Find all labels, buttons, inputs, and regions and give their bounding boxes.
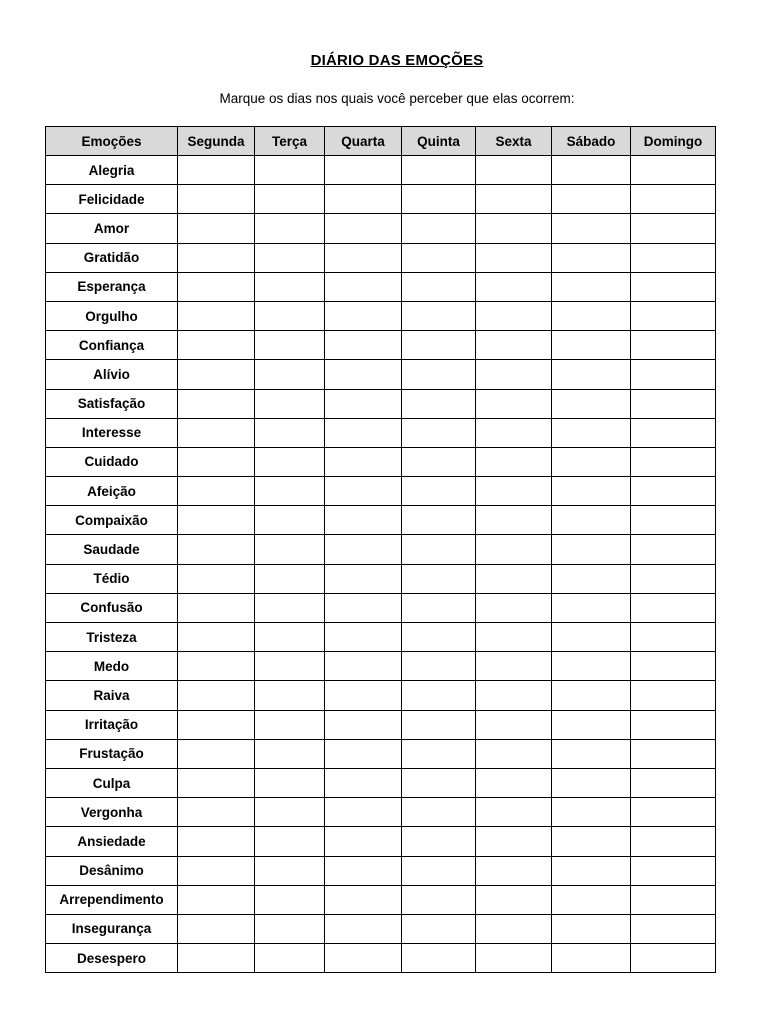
table-row [46, 214, 716, 243]
emotion-label: Ansiedade [46, 827, 178, 856]
day-cell-saturday[interactable] [552, 535, 631, 564]
table-row [46, 272, 716, 301]
day-cell-wednesday[interactable] [325, 885, 402, 914]
table-row [46, 798, 716, 827]
day-cell-wednesday[interactable] [325, 856, 402, 885]
day-cell-friday[interactable] [476, 914, 552, 943]
day-cell-thursday[interactable] [402, 389, 476, 418]
day-cell-wednesday[interactable] [325, 944, 402, 973]
day-cell-sunday[interactable] [631, 681, 716, 710]
table-row [46, 156, 716, 185]
day-cell-tuesday[interactable] [255, 914, 325, 943]
day-cell-saturday[interactable] [552, 710, 631, 739]
emotion-label: Felicidade [46, 185, 178, 214]
day-cell-monday[interactable] [178, 477, 255, 506]
table-row [46, 593, 716, 622]
day-cell-sunday[interactable] [631, 360, 716, 389]
day-cell-saturday[interactable] [552, 301, 631, 330]
day-cell-friday[interactable] [476, 710, 552, 739]
day-cell-wednesday[interactable] [325, 214, 402, 243]
day-cell-thursday[interactable] [402, 856, 476, 885]
day-cell-tuesday[interactable] [255, 272, 325, 301]
day-cell-wednesday[interactable] [325, 156, 402, 185]
table-body [46, 156, 716, 973]
day-cell-wednesday[interactable] [325, 418, 402, 447]
day-cell-wednesday[interactable] [325, 535, 402, 564]
day-cell-friday[interactable] [476, 447, 552, 476]
day-cell-sunday[interactable] [631, 623, 716, 652]
table-row [46, 301, 716, 330]
header-thursday: Quinta [402, 127, 476, 156]
day-cell-tuesday[interactable] [255, 827, 325, 856]
day-cell-tuesday[interactable] [255, 418, 325, 447]
day-cell-wednesday[interactable] [325, 360, 402, 389]
day-cell-monday[interactable] [178, 214, 255, 243]
day-cell-sunday[interactable] [631, 739, 716, 768]
table-row [46, 418, 716, 447]
day-cell-thursday[interactable] [402, 623, 476, 652]
day-cell-thursday[interactable] [402, 739, 476, 768]
header-friday: Sexta [476, 127, 552, 156]
day-cell-saturday[interactable] [552, 272, 631, 301]
day-cell-saturday[interactable] [552, 243, 631, 272]
emotion-label: Desespero [46, 944, 178, 973]
day-cell-saturday[interactable] [552, 798, 631, 827]
emotion-label: Esperança [46, 272, 178, 301]
day-cell-friday[interactable] [476, 477, 552, 506]
day-cell-friday[interactable] [476, 360, 552, 389]
day-cell-monday[interactable] [178, 739, 255, 768]
emotion-label: Satisfação [46, 389, 178, 418]
day-cell-saturday[interactable] [552, 447, 631, 476]
day-cell-thursday[interactable] [402, 914, 476, 943]
emotion-label: Cuidado [46, 447, 178, 476]
header-saturday: Sábado [552, 127, 631, 156]
day-cell-monday[interactable] [178, 301, 255, 330]
day-cell-monday[interactable] [178, 914, 255, 943]
day-cell-tuesday[interactable] [255, 623, 325, 652]
emotion-label: Insegurança [46, 914, 178, 943]
day-cell-monday[interactable] [178, 418, 255, 447]
day-cell-tuesday[interactable] [255, 214, 325, 243]
day-cell-friday[interactable] [476, 681, 552, 710]
day-cell-saturday[interactable] [552, 331, 631, 360]
emotion-label: Alegria [46, 156, 178, 185]
emotion-label: Compaixão [46, 506, 178, 535]
day-cell-thursday[interactable] [402, 944, 476, 973]
table-row [46, 506, 716, 535]
day-cell-wednesday[interactable] [325, 623, 402, 652]
header-sunday: Domingo [631, 127, 716, 156]
day-cell-saturday[interactable] [552, 593, 631, 622]
emotion-label: Vergonha [46, 798, 178, 827]
day-cell-wednesday[interactable] [325, 564, 402, 593]
emotion-label: Raiva [46, 681, 178, 710]
day-cell-monday[interactable] [178, 360, 255, 389]
table-row [46, 885, 716, 914]
day-cell-wednesday[interactable] [325, 914, 402, 943]
day-cell-sunday[interactable] [631, 243, 716, 272]
day-cell-friday[interactable] [476, 331, 552, 360]
table-row [46, 389, 716, 418]
day-cell-tuesday[interactable] [255, 185, 325, 214]
day-cell-monday[interactable] [178, 564, 255, 593]
day-cell-tuesday[interactable] [255, 156, 325, 185]
day-cell-tuesday[interactable] [255, 331, 325, 360]
day-cell-sunday[interactable] [631, 156, 716, 185]
day-cell-wednesday[interactable] [325, 389, 402, 418]
day-cell-saturday[interactable] [552, 914, 631, 943]
table-row [46, 331, 716, 360]
table-row [46, 243, 716, 272]
day-cell-saturday[interactable] [552, 214, 631, 243]
emotion-label: Alívio [46, 360, 178, 389]
header-wednesday: Quarta [325, 127, 402, 156]
instruction-text: Marque os dias nos quais você perceber que elas ocorrem: [219, 91, 575, 106]
day-cell-wednesday[interactable] [325, 243, 402, 272]
day-cell-friday[interactable] [476, 564, 552, 593]
emotion-label: Frustação [46, 739, 178, 768]
day-cell-wednesday[interactable] [325, 768, 402, 797]
day-cell-friday[interactable] [476, 301, 552, 330]
day-cell-sunday[interactable] [631, 798, 716, 827]
day-cell-wednesday[interactable] [325, 593, 402, 622]
day-cell-saturday[interactable] [552, 389, 631, 418]
day-cell-sunday[interactable] [631, 272, 716, 301]
day-cell-thursday[interactable] [402, 593, 476, 622]
day-cell-friday[interactable] [476, 652, 552, 681]
emotion-label: Saudade [46, 535, 178, 564]
day-cell-thursday[interactable] [402, 331, 476, 360]
table-row [46, 944, 716, 973]
day-cell-thursday[interactable] [402, 710, 476, 739]
day-cell-monday[interactable] [178, 389, 255, 418]
day-cell-wednesday[interactable] [325, 652, 402, 681]
day-cell-sunday[interactable] [631, 301, 716, 330]
day-cell-sunday[interactable] [631, 418, 716, 447]
day-cell-friday[interactable] [476, 272, 552, 301]
day-cell-tuesday[interactable] [255, 301, 325, 330]
day-cell-wednesday[interactable] [325, 301, 402, 330]
day-cell-thursday[interactable] [402, 798, 476, 827]
day-cell-sunday[interactable] [631, 214, 716, 243]
day-cell-saturday[interactable] [552, 477, 631, 506]
day-cell-friday[interactable] [476, 156, 552, 185]
day-cell-sunday[interactable] [631, 710, 716, 739]
emotion-label: Interesse [46, 418, 178, 447]
emotion-label: Irritação [46, 710, 178, 739]
day-cell-thursday[interactable] [402, 885, 476, 914]
day-cell-monday[interactable] [178, 243, 255, 272]
day-cell-monday[interactable] [178, 447, 255, 476]
day-cell-wednesday[interactable] [325, 331, 402, 360]
day-cell-saturday[interactable] [552, 360, 631, 389]
day-cell-thursday[interactable] [402, 301, 476, 330]
day-cell-saturday[interactable] [552, 827, 631, 856]
day-cell-tuesday[interactable] [255, 710, 325, 739]
table-row [46, 827, 716, 856]
table-row [46, 768, 716, 797]
header-monday: Segunda [178, 127, 255, 156]
day-cell-friday[interactable] [476, 389, 552, 418]
day-cell-thursday[interactable] [402, 185, 476, 214]
day-cell-friday[interactable] [476, 418, 552, 447]
day-cell-tuesday[interactable] [255, 681, 325, 710]
day-cell-tuesday[interactable] [255, 944, 325, 973]
day-cell-wednesday[interactable] [325, 272, 402, 301]
day-cell-sunday[interactable] [631, 827, 716, 856]
day-cell-thursday[interactable] [402, 652, 476, 681]
day-cell-sunday[interactable] [631, 856, 716, 885]
emotion-label: Desânimo [46, 856, 178, 885]
table-row [46, 447, 716, 476]
day-cell-monday[interactable] [178, 331, 255, 360]
emotion-label: Gratidão [46, 243, 178, 272]
day-cell-monday[interactable] [178, 156, 255, 185]
day-cell-tuesday[interactable] [255, 885, 325, 914]
day-cell-friday[interactable] [476, 593, 552, 622]
day-cell-saturday[interactable] [552, 652, 631, 681]
day-cell-thursday[interactable] [402, 564, 476, 593]
day-cell-monday[interactable] [178, 768, 255, 797]
day-cell-tuesday[interactable] [255, 535, 325, 564]
day-cell-monday[interactable] [178, 710, 255, 739]
day-cell-thursday[interactable] [402, 827, 476, 856]
day-cell-monday[interactable] [178, 885, 255, 914]
day-cell-monday[interactable] [178, 535, 255, 564]
day-cell-wednesday[interactable] [325, 447, 402, 476]
day-cell-thursday[interactable] [402, 272, 476, 301]
header-emotions: Emoções [46, 127, 178, 156]
day-cell-sunday[interactable] [631, 185, 716, 214]
header-tuesday: Terça [255, 127, 325, 156]
day-cell-friday[interactable] [476, 739, 552, 768]
day-cell-saturday[interactable] [552, 156, 631, 185]
emotion-label: Arrependimento [46, 885, 178, 914]
table-row [46, 564, 716, 593]
day-cell-sunday[interactable] [631, 389, 716, 418]
day-cell-monday[interactable] [178, 652, 255, 681]
day-cell-wednesday[interactable] [325, 681, 402, 710]
day-cell-sunday[interactable] [631, 477, 716, 506]
day-cell-thursday[interactable] [402, 243, 476, 272]
table-row [46, 477, 716, 506]
emotion-label: Confiança [46, 331, 178, 360]
emotions-diary-table [45, 126, 716, 973]
day-cell-saturday[interactable] [552, 418, 631, 447]
day-cell-sunday[interactable] [631, 652, 716, 681]
day-cell-sunday[interactable] [631, 914, 716, 943]
day-cell-tuesday[interactable] [255, 739, 325, 768]
day-cell-thursday[interactable] [402, 418, 476, 447]
day-cell-thursday[interactable] [402, 214, 476, 243]
emotion-label: Confusão [46, 593, 178, 622]
day-cell-saturday[interactable] [552, 623, 631, 652]
day-cell-monday[interactable] [178, 681, 255, 710]
day-cell-saturday[interactable] [552, 564, 631, 593]
day-cell-friday[interactable] [476, 535, 552, 564]
day-cell-wednesday[interactable] [325, 185, 402, 214]
day-cell-wednesday[interactable] [325, 506, 402, 535]
table-row [46, 623, 716, 652]
day-cell-saturday[interactable] [552, 681, 631, 710]
table-row [46, 739, 716, 768]
day-cell-sunday[interactable] [631, 331, 716, 360]
table-row [46, 360, 716, 389]
day-cell-tuesday[interactable] [255, 477, 325, 506]
day-cell-friday[interactable] [476, 885, 552, 914]
day-cell-tuesday[interactable] [255, 652, 325, 681]
emotion-label: Medo [46, 652, 178, 681]
day-cell-tuesday[interactable] [255, 564, 325, 593]
emotion-label: Amor [46, 214, 178, 243]
day-cell-tuesday[interactable] [255, 447, 325, 476]
day-cell-tuesday[interactable] [255, 360, 325, 389]
emotion-label: Culpa [46, 768, 178, 797]
table-header-row [46, 127, 716, 156]
day-cell-friday[interactable] [476, 243, 552, 272]
day-cell-friday[interactable] [476, 798, 552, 827]
day-cell-monday[interactable] [178, 593, 255, 622]
day-cell-sunday[interactable] [631, 564, 716, 593]
day-cell-saturday[interactable] [552, 768, 631, 797]
day-cell-monday[interactable] [178, 185, 255, 214]
day-cell-sunday[interactable] [631, 768, 716, 797]
day-cell-friday[interactable] [476, 827, 552, 856]
day-cell-friday[interactable] [476, 768, 552, 797]
emotion-label: Afeição [46, 477, 178, 506]
day-cell-wednesday[interactable] [325, 739, 402, 768]
day-cell-monday[interactable] [178, 506, 255, 535]
day-cell-sunday[interactable] [631, 944, 716, 973]
day-cell-thursday[interactable] [402, 477, 476, 506]
day-cell-monday[interactable] [178, 856, 255, 885]
day-cell-sunday[interactable] [631, 506, 716, 535]
day-cell-tuesday[interactable] [255, 856, 325, 885]
emotion-label: Tristeza [46, 623, 178, 652]
day-cell-thursday[interactable] [402, 768, 476, 797]
day-cell-tuesday[interactable] [255, 798, 325, 827]
day-cell-wednesday[interactable] [325, 710, 402, 739]
day-cell-friday[interactable] [476, 214, 552, 243]
table-row [46, 710, 716, 739]
day-cell-friday[interactable] [476, 506, 552, 535]
day-cell-wednesday[interactable] [325, 827, 402, 856]
day-cell-tuesday[interactable] [255, 768, 325, 797]
emotion-label: Orgulho [46, 301, 178, 330]
table-row [46, 185, 716, 214]
day-cell-saturday[interactable] [552, 885, 631, 914]
emotion-label: Tédio [46, 564, 178, 593]
day-cell-saturday[interactable] [552, 856, 631, 885]
day-cell-sunday[interactable] [631, 447, 716, 476]
day-cell-thursday[interactable] [402, 156, 476, 185]
day-cell-tuesday[interactable] [255, 243, 325, 272]
day-cell-monday[interactable] [178, 798, 255, 827]
day-cell-tuesday[interactable] [255, 506, 325, 535]
day-cell-monday[interactable] [178, 623, 255, 652]
day-cell-thursday[interactable] [402, 681, 476, 710]
day-cell-monday[interactable] [178, 944, 255, 973]
day-cell-thursday[interactable] [402, 506, 476, 535]
day-cell-monday[interactable] [178, 272, 255, 301]
day-cell-thursday[interactable] [402, 360, 476, 389]
day-cell-friday[interactable] [476, 944, 552, 973]
day-cell-friday[interactable] [476, 185, 552, 214]
day-cell-saturday[interactable] [552, 506, 631, 535]
day-cell-sunday[interactable] [631, 535, 716, 564]
day-cell-wednesday[interactable] [325, 798, 402, 827]
day-cell-saturday[interactable] [552, 185, 631, 214]
day-cell-friday[interactable] [476, 856, 552, 885]
day-cell-friday[interactable] [476, 623, 552, 652]
table-row [46, 681, 716, 710]
day-cell-sunday[interactable] [631, 885, 716, 914]
day-cell-tuesday[interactable] [255, 389, 325, 418]
day-cell-saturday[interactable] [552, 944, 631, 973]
day-cell-monday[interactable] [178, 827, 255, 856]
day-cell-tuesday[interactable] [255, 593, 325, 622]
day-cell-sunday[interactable] [631, 593, 716, 622]
day-cell-thursday[interactable] [402, 535, 476, 564]
table-row [46, 856, 716, 885]
day-cell-wednesday[interactable] [325, 477, 402, 506]
day-cell-saturday[interactable] [552, 739, 631, 768]
day-cell-thursday[interactable] [402, 447, 476, 476]
page-title: DIÁRIO DAS EMOÇÕES [310, 52, 484, 69]
table-row [46, 914, 716, 943]
table-row [46, 535, 716, 564]
table-row [46, 652, 716, 681]
